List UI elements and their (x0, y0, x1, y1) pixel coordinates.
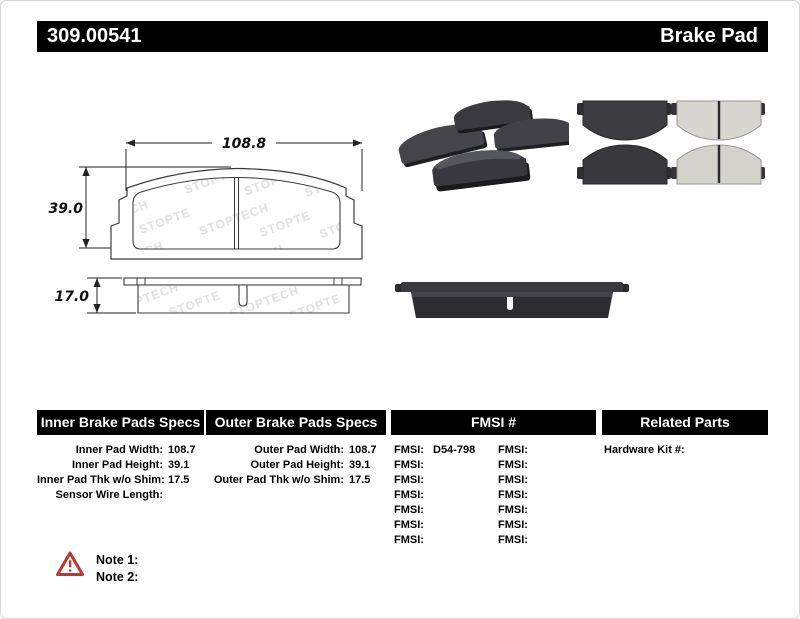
product-photo-flat (573, 87, 769, 202)
fmsi-row: FMSI: D54-798 (394, 444, 476, 456)
pad-photo (577, 145, 671, 184)
fmsi-row: FMSI: (394, 504, 424, 516)
spec-row: Inner Pad Thk w/o Shim: 17.5 (37, 474, 190, 486)
pad-dimension-drawing (29, 96, 389, 341)
fmsi-column-2 (498, 443, 537, 548)
fmsi-row: FMSI: (498, 519, 528, 531)
fmsi-row: FMSI: (394, 519, 424, 531)
fmsi-row: FMSI: (498, 504, 528, 516)
product-photo-perspective (394, 93, 569, 213)
pad-photo (671, 145, 765, 184)
fmsi-row: FMSI: (498, 489, 528, 501)
pads-perspective-image (394, 93, 569, 208)
fmsi-row: FMSI: (498, 444, 528, 456)
spec-row: Inner Pad Height: 39.1 (71, 459, 190, 471)
pad-photo (671, 101, 765, 140)
product-photo-side (389, 269, 637, 340)
fmsi-header: FMSI # (391, 410, 596, 435)
part-number: 309.00541 (47, 25, 142, 47)
technical-drawing (29, 96, 389, 341)
outer-specs-column (206, 443, 386, 488)
spec-row: Outer Pad Height: 39.1 (250, 459, 371, 471)
thickness-dimension-label: 17.0 (54, 289, 89, 305)
fmsi-row: FMSI: (394, 459, 424, 471)
pad-side-view-backing (124, 278, 361, 285)
fmsi-row: FMSI: (498, 474, 528, 486)
pad-front-view-friction (133, 178, 340, 250)
pads-flat-image (573, 87, 769, 197)
fmsi-row: FMSI: (394, 489, 424, 501)
warning-triangle-icon (56, 551, 84, 582)
spec-row: Sensor Wire Length: (55, 489, 163, 501)
notes-section (96, 552, 138, 586)
spec-row: Outer Pad Thk w/o Shim: 17.5 (213, 474, 371, 486)
fmsi-column-1 (394, 443, 475, 548)
product-type-title: Brake Pad (660, 25, 758, 47)
pad-side-image (389, 269, 637, 335)
outer-specs-header: Outer Brake Pads Specs (206, 410, 386, 435)
height-dimension-label: 39.0 (48, 201, 83, 217)
fmsi-row: FMSI: (498, 459, 528, 471)
title-bar (37, 21, 768, 52)
pad-photo (577, 101, 671, 140)
spec-row: Inner Pad Width: 108.7 (75, 444, 196, 456)
fmsi-row: FMSI: (498, 534, 528, 546)
related-parts-column (604, 443, 690, 458)
note-1-label: Note 1: (96, 553, 139, 567)
fmsi-row: FMSI: (394, 534, 424, 546)
fmsi-row: FMSI: (394, 474, 424, 486)
inner-specs-header: Inner Brake Pads Specs (37, 410, 204, 435)
width-dimension-label: 108.8 (221, 136, 267, 152)
related-parts-header: Related Parts (602, 410, 768, 435)
pad-side-view-friction (138, 285, 349, 313)
note-2-label: Note 2: (96, 570, 139, 584)
related-parts-row: Hardware Kit #: (604, 444, 685, 456)
inner-specs-column (37, 443, 205, 503)
spec-row: Outer Pad Width: 108.7 (254, 444, 377, 456)
